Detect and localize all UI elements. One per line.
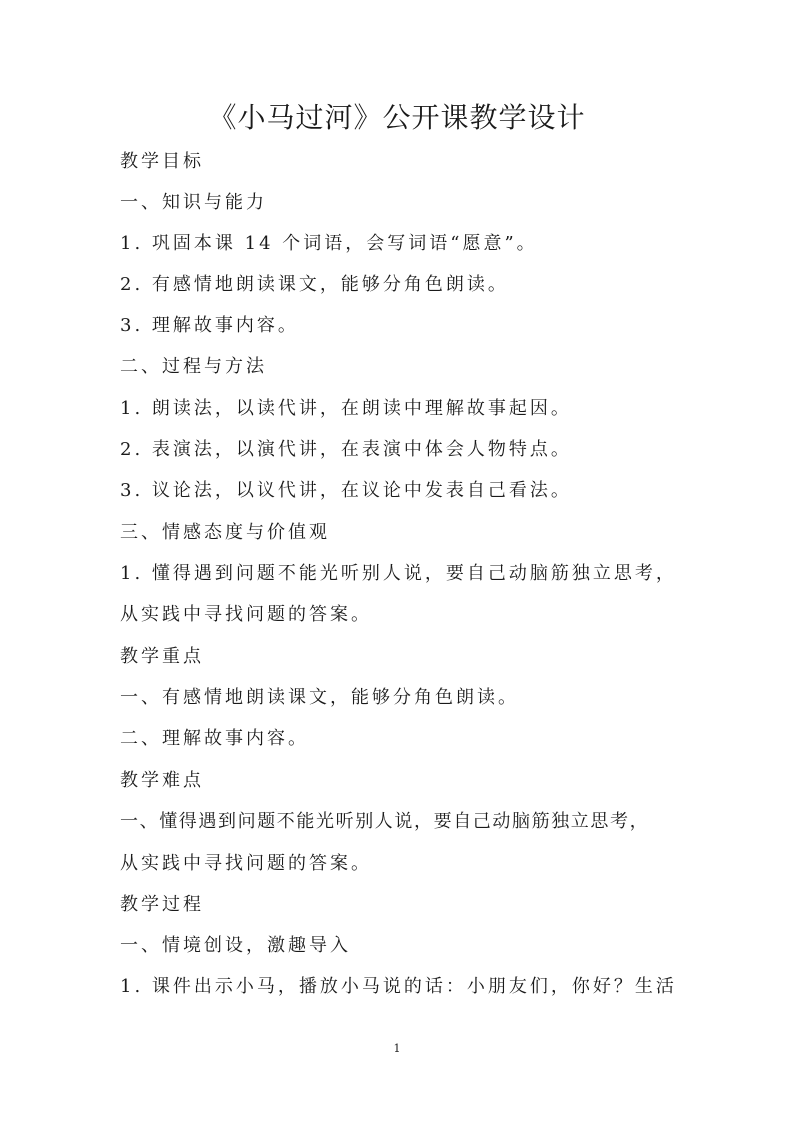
page-number: 1 bbox=[393, 1042, 401, 1055]
subheading-emotion: 三、情感态度与价值观 bbox=[120, 522, 330, 543]
paragraph-line: 二、理解故事内容。 bbox=[120, 728, 309, 749]
section-heading-process: 教学过程 bbox=[120, 894, 204, 915]
section-heading-key-points: 教学重点 bbox=[120, 646, 204, 667]
paragraph-line: 一、懂得遇到问题不能光听别人说，要自己动脑筋独立思考， bbox=[120, 811, 650, 832]
subheading-knowledge: 一、知识与能力 bbox=[120, 192, 267, 213]
section-heading-objectives: 教学目标 bbox=[120, 151, 204, 172]
paragraph-line: 1. 课件出示小马，播放小马说的话：小朋友们，你好？生活 bbox=[120, 976, 677, 997]
paragraph-line: 1. 巩固本课 14 个词语，会写词语“愿意”。 bbox=[120, 233, 538, 254]
paragraph-line: 从实践中寻找问题的答案。 bbox=[120, 853, 372, 874]
paragraph-line: 1. 懂得遇到问题不能光听别人说，要自己动脑筋独立思考， bbox=[120, 563, 677, 584]
paragraph-line: 一、有感情地朗读课文，能够分角色朗读。 bbox=[120, 687, 519, 708]
paragraph-line: 3. 议论法，以议代讲，在议论中发表自己看法。 bbox=[120, 480, 572, 501]
paragraph-line: 2. 有感情地朗读课文，能够分角色朗读。 bbox=[120, 274, 509, 295]
paragraph-line: 从实践中寻找问题的答案。 bbox=[120, 604, 372, 625]
subheading-process: 二、过程与方法 bbox=[120, 356, 267, 377]
subheading-introduction: 一、情境创设，激趣导入 bbox=[120, 935, 351, 956]
paragraph-line: 1. 朗读法，以读代讲，在朗读中理解故事起因。 bbox=[120, 398, 572, 419]
paragraph-line: 2. 表演法，以演代讲，在表演中体会人物特点。 bbox=[120, 439, 572, 460]
section-heading-difficulties: 教学难点 bbox=[120, 770, 204, 791]
paragraph-line: 3. 理解故事内容。 bbox=[120, 315, 299, 336]
document-title: 《小马过河》公开课教学设计 bbox=[208, 101, 586, 134]
